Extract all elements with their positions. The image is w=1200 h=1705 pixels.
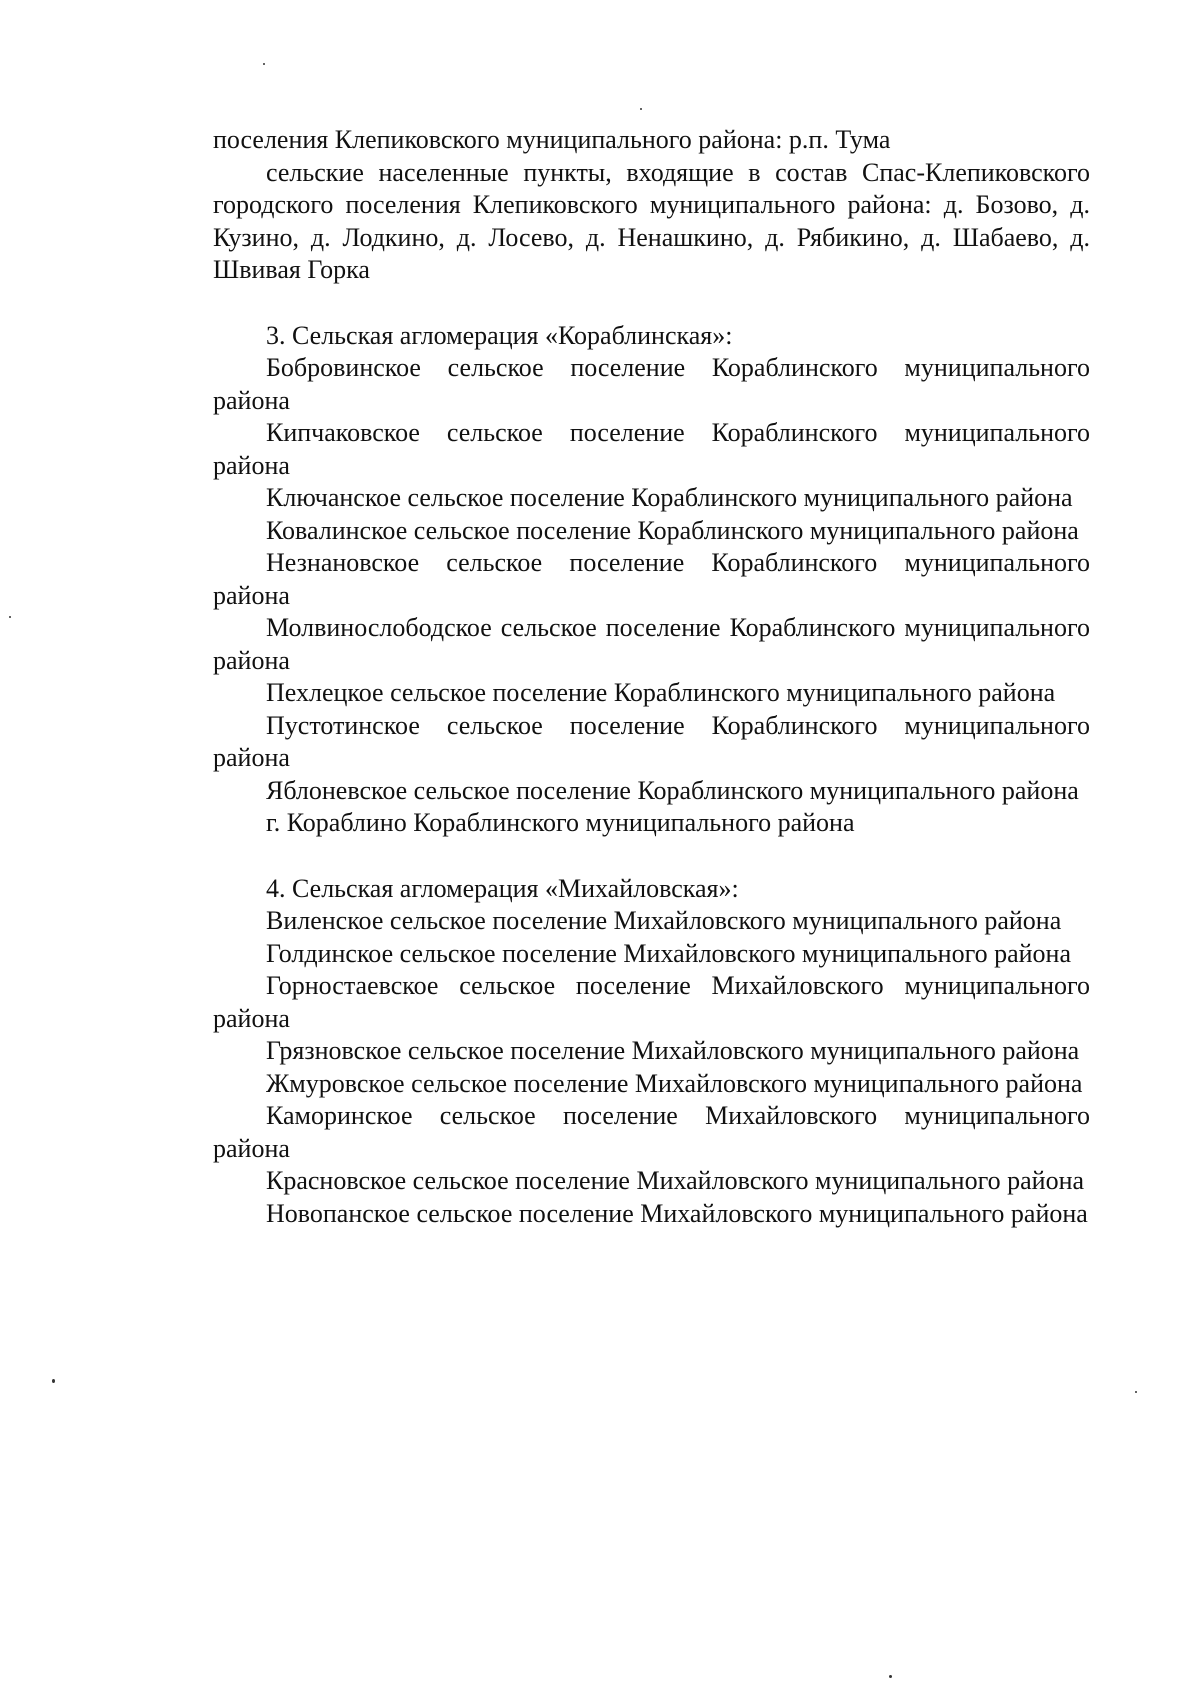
document-page bbox=[213, 124, 1090, 1230]
scan-speck bbox=[1135, 1391, 1137, 1393]
list-item: Незнановское сельское поселение Кораблинского муниципального района bbox=[213, 548, 1090, 610]
list-item: Горностаевское сельское поселение Михайловского муниципального района bbox=[213, 971, 1090, 1033]
scan-speck bbox=[9, 616, 11, 618]
list-item: Ключанское сельское поселение Кораблинского муниципального района bbox=[266, 483, 1073, 512]
scan-speck bbox=[640, 108, 642, 110]
scan-speck bbox=[263, 63, 265, 65]
list-item: Виленское сельское поселение Михайловского муниципального района bbox=[266, 906, 1062, 935]
list-item: г. Кораблино Кораблинского муниципального района bbox=[266, 808, 855, 837]
paragraph-villages: сельские населенные пункты, входящие в состав Спас-Клепиковского городского поселения Клепиковского муниципального района: д. Бозово, д. Кузино, д. Лодкино, д. Лосево, д. Ненашкино, д. Рябикино, д. Шабаево, д. Швивая Горка bbox=[213, 157, 1090, 284]
list-item: Пустотинское сельское поселение Кораблинского муниципального района bbox=[213, 710, 1090, 772]
list-item: Грязновское сельское поселение Михайловского муниципального района bbox=[266, 1036, 1080, 1065]
section-3-heading: 3. Сельская агломерация «Кораблинская»: bbox=[266, 320, 733, 350]
list-item: Кипчаковское сельское поселение Кораблинского муниципального района bbox=[213, 418, 1090, 480]
list-item: Бобровинское сельское поселение Кораблинского муниципального района bbox=[213, 353, 1090, 415]
paragraph-gap bbox=[213, 287, 1090, 320]
list-item: Ковалинское сельское поселение Кораблинского муниципального района bbox=[266, 515, 1079, 545]
paragraph-tuma: поселения Клепиковского муниципального района: р.п. Тума bbox=[213, 125, 891, 154]
list-item: Новопанское сельское поселение Михайловского муниципального района bbox=[266, 1198, 1088, 1228]
list-item: Голдинское сельское поселение Михайловского муниципального района bbox=[266, 938, 1071, 968]
list-item: Молвинослободское сельское поселение Кораблинского муниципального района bbox=[213, 613, 1090, 675]
paragraph-gap bbox=[213, 840, 1090, 873]
section-4-heading: 4. Сельская агломерация «Михайловская»: bbox=[266, 873, 739, 903]
scan-speck bbox=[889, 1675, 892, 1678]
list-item: Яблоневское сельское поселение Кораблинского муниципального района bbox=[266, 775, 1079, 805]
list-item: Пехлецкое сельское поселение Кораблинского муниципального района bbox=[266, 678, 1056, 707]
scan-speck bbox=[52, 1379, 55, 1383]
list-item: Каморинское сельское поселение Михайловского муниципального района bbox=[213, 1101, 1090, 1163]
list-item: Красновское сельское поселение Михайловского муниципального района bbox=[266, 1166, 1085, 1195]
list-item: Жмуровское сельское поселение Михайловского муниципального района bbox=[266, 1068, 1083, 1098]
